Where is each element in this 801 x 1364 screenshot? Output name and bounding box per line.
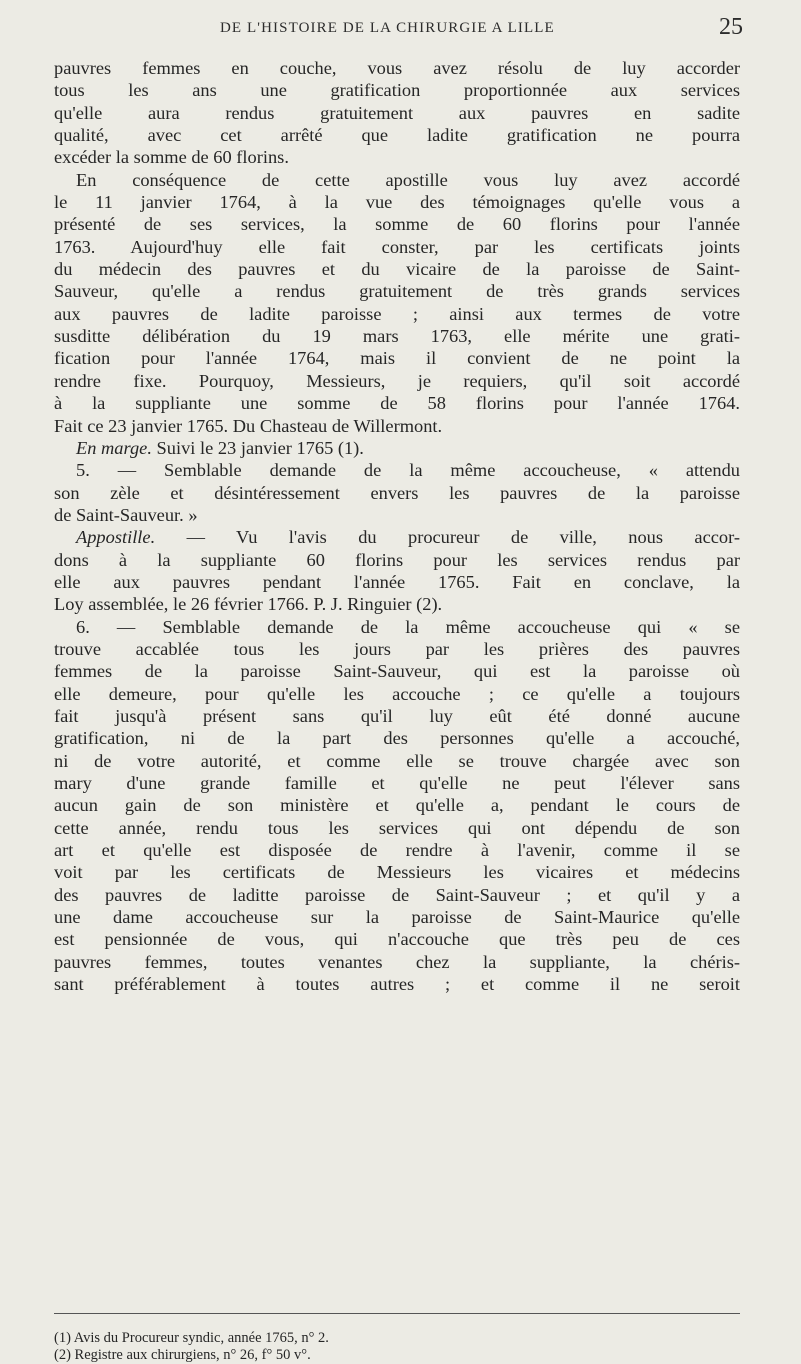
text-line: Appostille. — Vu l'avis du procureur de ville, nous accor- [76, 527, 740, 548]
footnote: (2) Registre aux chirurgiens, n° 26, f° 50 v°. [54, 1347, 311, 1363]
text-line: 5. — Semblable demande de la même accoucheuse, « attendu [76, 460, 740, 481]
text-line: Fait ce 23 janvier 1765. Du Chasteau de Willermont. [54, 415, 443, 436]
text-line: aucun gain de son ministère et qu'elle a, pendant le cours de [54, 795, 740, 816]
text-line: pauvres femmes en couche, vous avez résolu de luy accorder [54, 58, 740, 78]
text-line: aux pauvres de ladite paroisse ; ainsi aux termes de votre [54, 303, 740, 324]
text-line: mary d'une grande famille et qu'elle ne peut l'élever sans [54, 773, 740, 793]
text-line: dons à la suppliante 60 florins pour les services rendus par [54, 549, 740, 570]
body-text [54, 57, 740, 995]
text-line: En conséquence de cette apostille vous luy avez accordé [76, 169, 740, 190]
text-line: En marge. Suivi le 23 janvier 1765 (1). [76, 437, 364, 458]
text-line: elle aux pauvres pendant l'année 1765. Fait en conclave, la [54, 571, 740, 592]
text-line: art et qu'elle est disposée de rendre à l'avenir, comme il se [54, 840, 740, 861]
text-line: le 11 janvier 1764, à la vue des témoignages qu'elle vous a [54, 192, 740, 213]
text-line: du médecin des pauvres et du vicaire de la paroisse de Saint- [54, 259, 740, 280]
text-line: Sauveur, qu'elle a rendus gratuitement de très grands services [54, 281, 740, 302]
text-line: fait jusqu'à présent sans qu'il luy eût été donné aucune [54, 705, 740, 726]
text-line: rendre fixe. Pourquoy, Messieurs, je requiers, qu'il soit accordé [54, 370, 740, 391]
text-line: trouve accablée tous les jours par les prières des pauvres [54, 638, 740, 659]
text-line: susditte délibération du 19 mars 1763, elle mérite une grati- [54, 326, 740, 347]
footnote: (1) Avis du Procureur syndic, année 1765, n° 2. [54, 1330, 329, 1346]
text-line: présenté de ses services, la somme de 60 florins pour l'année [54, 214, 740, 235]
page-number: 25 [719, 14, 743, 40]
text-line: tous les ans une gratification proportionnée aux services [54, 80, 740, 101]
text-line: elle demeure, pour qu'elle les accouche ; ce qu'elle a toujours [54, 683, 740, 704]
text-line: à la suppliante une somme de 58 florins pour l'année 1764. [54, 393, 740, 414]
text-line: ni de votre autorité, et comme elle se trouve chargée avec son [54, 750, 740, 771]
text-line: qualité, avec cet arrêté que ladite gratification ne pourra [54, 125, 740, 146]
text-line: Loy assemblée, le 26 février 1766. P. J. Ringuier (2). [54, 594, 443, 615]
text-line: 1763. Aujourd'huy elle fait conster, par les certificats joints [54, 236, 740, 257]
text-line: son zèle et désintéressement envers les pauvres de la paroisse [54, 482, 740, 503]
text-line: fication pour l'année 1764, mais il convient de ne point la [54, 348, 740, 369]
text-line: cette année, rendu tous les services qui ont dépendu de son [54, 817, 740, 838]
text-line: voit par les certificats de Messieurs les vicaires et médecins [54, 862, 740, 883]
text-line: excéder la somme de 60 florins. [54, 147, 289, 168]
footnotes [54, 1330, 740, 1364]
text-line: 6. — Semblable demande de la même accoucheuse qui « se [76, 616, 740, 637]
text-line: sant préférablement à toutes autres ; et comme il ne seroit [54, 974, 740, 995]
text-line: une dame accoucheuse sur la paroisse de Saint-Maurice qu'elle [54, 907, 740, 928]
text-line: est pensionnée de vous, qui n'accouche que très peu de ces [54, 929, 740, 950]
text-line: qu'elle aura rendus gratuitement aux pauvres en sadite [54, 102, 740, 123]
footnote-divider [54, 1313, 740, 1314]
page-header [0, 8, 801, 44]
text-line: des pauvres de laditte paroisse de Saint-Sauveur ; et qu'il y a [54, 884, 740, 905]
text-line: gratification, ni de la part des personnes qu'elle a accouché, [54, 728, 740, 749]
text-line: de Saint-Sauveur. » [54, 504, 198, 525]
text-line: femmes de la paroisse Saint-Sauveur, qui est la paroisse où [54, 661, 740, 682]
text-line: pauvres femmes, toutes venantes chez la suppliante, la chéris- [54, 951, 740, 972]
running-head: DE L'HISTOIRE DE LA CHIRURGIE A LILLE [220, 20, 555, 36]
